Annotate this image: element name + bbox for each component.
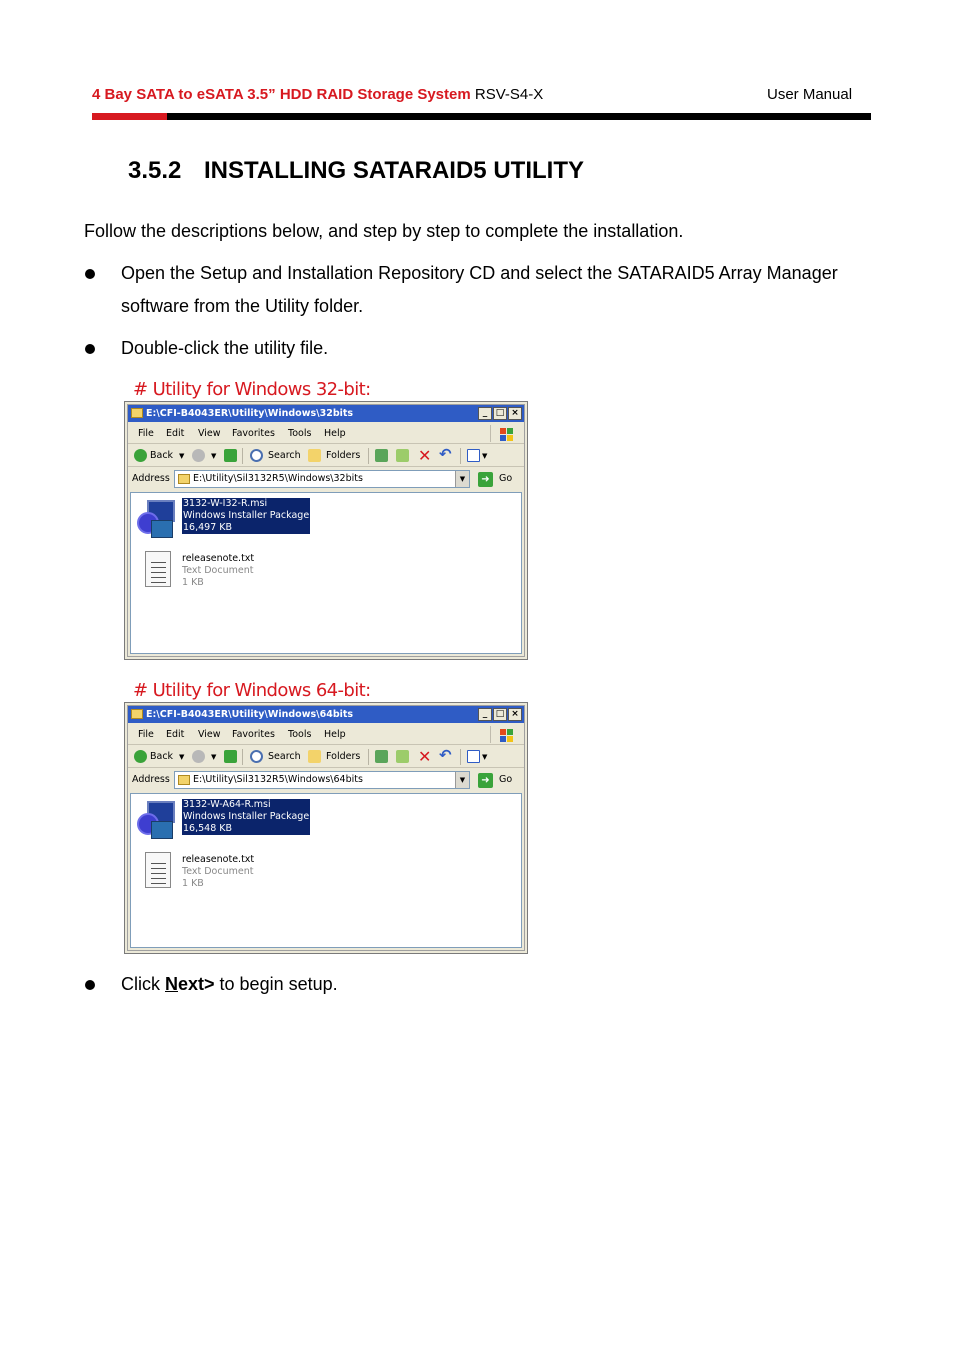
document-header (92, 86, 543, 103)
menu-help[interactable]: Help (324, 428, 346, 439)
back-arrow-icon[interactable] (134, 750, 147, 763)
copy-to-icon[interactable] (396, 449, 409, 462)
menu-edit[interactable]: Edit (166, 428, 185, 439)
folders-button[interactable]: Folders (326, 450, 361, 461)
file-name: releasenote.txt (182, 553, 255, 564)
msi-file-item[interactable] (135, 498, 335, 542)
header-rule-black (167, 113, 871, 120)
menu-bar (128, 724, 524, 745)
file-list (130, 793, 522, 948)
go-arrow-icon[interactable]: ➜ (478, 472, 493, 487)
views-icon[interactable] (467, 449, 480, 462)
bullet-text-after: to begin setup. (214, 974, 338, 994)
file-name: 3132-W-A64-R.msi (183, 799, 271, 810)
installer-package-icon (135, 799, 179, 843)
bullet-icon (85, 269, 95, 279)
file-size: 16,548 KB (183, 823, 233, 834)
window-titlebar (128, 706, 524, 723)
search-button[interactable]: Search (268, 450, 301, 461)
installer-package-icon (135, 498, 179, 542)
menu-view[interactable]: View (198, 428, 221, 439)
menu-tools[interactable]: Tools (288, 729, 312, 740)
screenshot-caption-64bit: # Utility for Windows 64-bit: (133, 680, 371, 701)
undo-icon[interactable]: ↶ (439, 445, 452, 463)
folders-button[interactable]: Folders (326, 751, 361, 762)
minimize-button[interactable]: _ (478, 407, 492, 420)
bullet-text (121, 968, 841, 1001)
back-button[interactable]: Back (150, 450, 174, 461)
address-dropdown-icon[interactable]: ▼ (455, 471, 469, 487)
minimize-button[interactable]: _ (478, 708, 492, 721)
views-icon[interactable] (467, 750, 480, 763)
maximize-button[interactable]: □ (493, 407, 507, 420)
copy-to-icon[interactable] (396, 750, 409, 763)
file-info (182, 854, 254, 890)
go-button[interactable]: Go (499, 473, 513, 484)
menu-edit[interactable]: Edit (166, 729, 185, 740)
toolbar (128, 445, 524, 467)
selected-file-info (182, 498, 310, 534)
folders-icon[interactable] (308, 750, 321, 763)
bullet-icon (85, 980, 95, 990)
file-name: releasenote.txt (182, 854, 255, 865)
close-button[interactable]: × (508, 407, 522, 420)
menu-help[interactable]: Help (324, 729, 346, 740)
forward-dropdown-icon[interactable]: ▼ (211, 753, 217, 761)
section-title: INSTALLING SATARAID5 UTILITY (204, 157, 584, 184)
views-dropdown-icon[interactable]: ▼ (482, 452, 488, 460)
address-label: Address (132, 774, 170, 785)
menu-tools[interactable]: Tools (288, 428, 312, 439)
delete-icon[interactable]: ✕ (418, 747, 432, 766)
address-value: E:\Utility\Sil3132R5\Windows\32bits (193, 473, 363, 484)
window-title: E:\CFI-B4043ER\Utility\Windows\32bits (146, 408, 354, 419)
model-number: RSV-S4-X (474, 86, 544, 103)
menu-file[interactable]: File (138, 428, 154, 439)
forward-arrow-icon[interactable] (192, 449, 205, 462)
file-type: Windows Installer Package (183, 811, 310, 822)
explorer-window-32bit (124, 401, 528, 660)
undo-icon[interactable]: ↶ (439, 746, 452, 764)
up-folder-icon[interactable] (224, 750, 237, 763)
txt-file-item[interactable] (135, 549, 335, 593)
file-type: Windows Installer Package (183, 510, 310, 521)
explorer-window-64bit (124, 702, 528, 954)
up-folder-icon[interactable] (224, 449, 237, 462)
address-bar (128, 468, 524, 490)
text-document-icon (145, 551, 171, 587)
menu-file[interactable]: File (138, 729, 154, 740)
maximize-button[interactable]: □ (493, 708, 507, 721)
address-field[interactable] (174, 470, 470, 488)
bullet-text: Open the Setup and Installation Repository CD and select the SATARAID5 Array Manager software from the Utility folder. (121, 263, 838, 316)
toolbar (128, 746, 524, 768)
back-button[interactable]: Back (150, 751, 174, 762)
bullet-text: Double-click the utility file. (121, 338, 329, 358)
product-title: 4 Bay SATA to eSATA 3.5” HDD RAID Storage System (92, 86, 471, 103)
menu-favorites[interactable]: Favorites (232, 428, 275, 439)
file-type: Text Document (182, 866, 254, 877)
go-button[interactable]: Go (499, 774, 513, 785)
move-to-icon[interactable] (375, 449, 388, 462)
folder-icon (131, 709, 143, 719)
address-field[interactable] (174, 771, 470, 789)
text-document-icon (145, 852, 171, 888)
address-label: Address (132, 473, 170, 484)
back-arrow-icon[interactable] (134, 449, 147, 462)
forward-dropdown-icon[interactable]: ▼ (211, 452, 217, 460)
file-size: 1 KB (182, 577, 204, 588)
header-rule-red (92, 113, 167, 120)
address-value: E:\Utility\Sil3132R5\Windows\64bits (193, 774, 363, 785)
file-info (182, 553, 254, 589)
section-heading (128, 157, 584, 185)
windows-logo-icon (490, 726, 520, 743)
back-dropdown-icon[interactable]: ▼ (179, 452, 185, 460)
move-to-icon[interactable] (375, 750, 388, 763)
menu-view[interactable]: View (198, 729, 221, 740)
intro-text: Follow the descriptions below, and step by step to complete the installation. (84, 221, 684, 241)
section-number: 3.5.2 (128, 157, 182, 184)
bullet-icon (85, 344, 95, 354)
window-titlebar (128, 405, 524, 422)
menu-favorites[interactable]: Favorites (232, 729, 275, 740)
folders-icon[interactable] (308, 449, 321, 462)
screenshot-caption-32bit: # Utility for Windows 32-bit: (133, 379, 371, 400)
go-arrow-icon[interactable]: ➜ (478, 773, 493, 788)
address-dropdown-icon[interactable]: ▼ (455, 772, 469, 788)
window-title: E:\CFI-B4043ER\Utility\Windows\64bits (146, 709, 354, 720)
delete-icon[interactable]: ✕ (418, 446, 432, 465)
folder-icon (131, 408, 143, 418)
file-type: Text Document (182, 565, 254, 576)
file-size: 1 KB (182, 878, 204, 889)
views-dropdown-icon[interactable]: ▼ (482, 753, 488, 761)
next-button-reference: Next> (165, 974, 215, 994)
txt-file-item[interactable] (135, 850, 335, 894)
search-button[interactable]: Search (268, 751, 301, 762)
file-list (130, 492, 522, 654)
selected-file-info (182, 799, 310, 835)
bullet-text-before: Click (121, 974, 165, 994)
file-name: 3132-W-I32-R.msi (183, 498, 268, 509)
windows-logo-icon (490, 425, 520, 442)
close-button[interactable]: × (508, 708, 522, 721)
forward-arrow-icon[interactable] (192, 750, 205, 763)
menu-bar (128, 423, 524, 444)
doc-type: User Manual (767, 86, 853, 103)
search-icon[interactable] (250, 750, 263, 763)
file-size: 16,497 KB (183, 522, 233, 533)
folder-icon (178, 775, 190, 785)
address-bar (128, 769, 524, 791)
back-dropdown-icon[interactable]: ▼ (179, 753, 185, 761)
msi-file-item[interactable] (135, 799, 335, 843)
folder-icon (178, 474, 190, 484)
search-icon[interactable] (250, 449, 263, 462)
